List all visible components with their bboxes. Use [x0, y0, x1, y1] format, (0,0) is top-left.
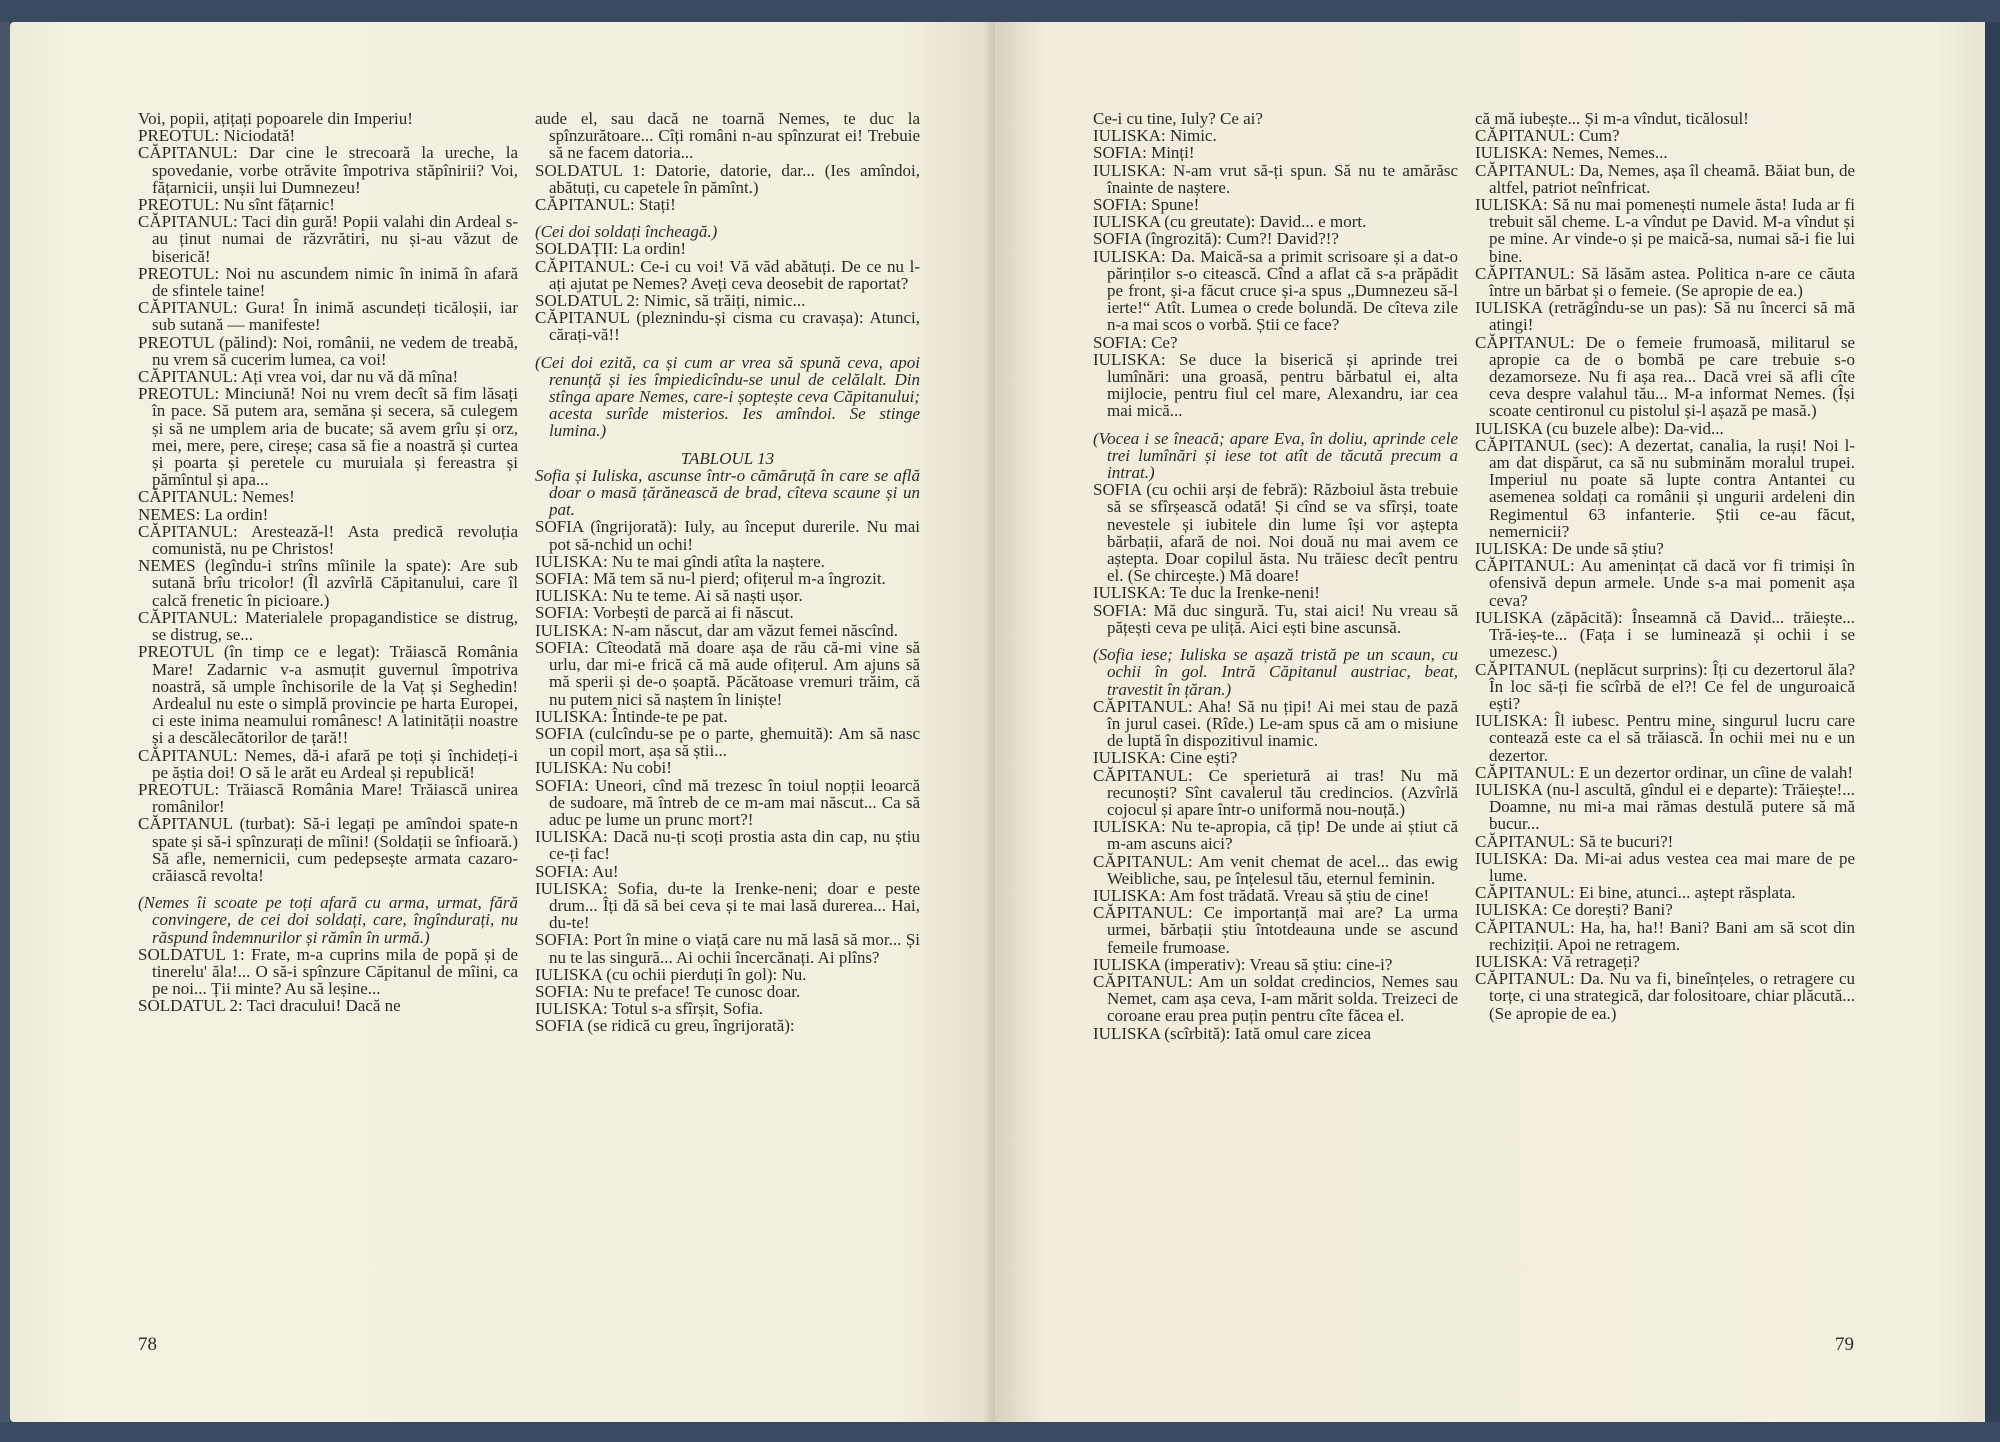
text-paragraph: SOFIA: Vorbești de parcă ai fi născut. [535, 603, 794, 623]
text-paragraph: Ce-i cu tine, Iuly? Ce ai? [1093, 109, 1263, 128]
text-paragraph: IULISKA: Nimic. [1093, 126, 1217, 146]
text-paragraph: CĂPITANUL: Taci din gură! Popii valahi din Ardeal s-au ținut numai de răzvrătiri, nu și-au văzut de biserică! [138, 212, 518, 266]
text-paragraph: CĂPITANUL (neplăcut surprins): Îți cu dezertorul ăla? În loc să-ți fie scîrbă de el?! Ce fel de unguroaică ești? [1475, 659, 1855, 713]
text-paragraph: SOFIA (se ridică cu greu, îngrijorată): [535, 1016, 795, 1036]
text-paragraph: CĂPITANUL: Am un soldat credincios, Nemes sau Nemet, cam așa ceva, I-am mărit solda. Treizeci de coroane erau prea puțin pentru cîte făcea el. [1093, 971, 1458, 1026]
text-paragraph: CĂPITANUL: Arestează-l! Asta predică revoluția comunistă, nu pe Christos! [138, 521, 518, 559]
left-page-column-1 [138, 110, 518, 1015]
text-paragraph: (Cei doi ezită, ca și cum ar vrea să spună ceva, apoi renunță și ies împiedicîndu-se unul de celălalt. Din stînga apare Nemes, care-i șoptește ceva Căpitanului; acesta surîde misterios. Ies amîndoi. Se stinge lumina.) [535, 352, 920, 441]
text-paragraph: SOLDAȚII: La ordin! [535, 239, 687, 259]
text-paragraph: CĂPITANUL: Am venit chemat de acel... das ewig Weibliche, sau, pe înțelesul tău, eternul feminin. [1093, 851, 1458, 888]
text-paragraph: IULISKA: Să nu mai pomenești numele ăsta! Iuda ar fi trebuit săl cheme. L-a vîndut pe David. M-a vîndut și pe mine. Ar vinde-o și pe maică-sa, numai să-i fie lui bine. [1475, 195, 1855, 266]
text-paragraph: (Cei doi soldați încheagă.) [535, 222, 718, 242]
text-paragraph: (Nemes îi scoate pe toți afară cu arma, urmat, fără convingere, de cei doi soldați, care, îngîndurați, nu răspund îndemnurilor și rămîn în urmă.) [138, 893, 518, 947]
book-cover-edge [0, 22, 10, 1442]
text-paragraph: CĂPITANUL: E un dezertor ordinar, un cîine de valah! [1475, 762, 1853, 782]
text-paragraph: SOLDATUL 2: Taci dracului! Dacă ne [138, 996, 401, 1016]
text-paragraph: PREOTUL: Noi nu ascundem nimic în inimă în afară de sfintele taine! [138, 263, 518, 301]
text-paragraph: CĂPITANUL: Cum? [1475, 126, 1620, 146]
text-paragraph: (Vocea i se îneacă; apare Eva, în doliu, aprinde cele trei lumînări și iese tot atît de tăcută precum a intrat.) [1093, 428, 1458, 483]
text-paragraph: IULISKA (cu greutate): David... e mort. [1093, 212, 1367, 232]
text-paragraph: SOFIA: Au! [535, 861, 619, 881]
text-paragraph: CĂPITANUL: Au amenințat că dacă vor fi trimiși în ofensivă depun armele. Unde s-a mai pomenit așa ceva? [1475, 556, 1855, 610]
page-number-left: 78 [138, 1334, 157, 1355]
text-paragraph: IULISKA: Nu cobi! [535, 758, 672, 778]
right-page-column-2 [1475, 110, 1855, 1022]
text-paragraph: CĂPITANUL: Da. Nu va fi, bineînțeles, o retragere cu torțe, ci una strategică, dar folositoare, chiar plăcută... (Se apropie de ea.) [1475, 969, 1855, 1023]
text-paragraph: PREOTUL: Niciodată! [138, 126, 296, 146]
text-paragraph: IULISKA (imperativ): Vreau să știu: cine-i? [1093, 954, 1393, 974]
text-paragraph: că mă iubește... Și m-a vîndut, ticălosul! [1475, 109, 1749, 128]
text-paragraph: IULISKA: Îl iubesc. Pentru mine, singurul lucru care contează este ca el să trăiască. În ochii mei nu e un dezertor. [1475, 711, 1855, 765]
text-paragraph: IULISKA: Nemes, Nemes... [1475, 143, 1668, 163]
text-paragraph: IULISKA: Totul s-a sfîrșit, Sofia. [535, 999, 763, 1019]
text-paragraph: IULISKA: Nu te teme. Ai să naști ușor. [535, 586, 803, 606]
text-paragraph: CĂPITANUL: Ce sperietură ai tras! Nu mă recunoști? Sînt cavalerul tău credincios. (Azvîrlă cojocul și apare într-o uniformă nou-nouță.) [1093, 765, 1458, 819]
text-paragraph: IULISKA (cu buzele albe): Da-vid... [1475, 418, 1724, 438]
text-paragraph: CĂPITANUL: Să lăsăm astea. Politica n-are ce căuta între un bărbat și o femeie. (Se apropie de ea.) [1475, 263, 1855, 301]
text-paragraph: IULISKA: Am fost trădată. Vreau să știu de cine! [1093, 885, 1430, 905]
text-paragraph: IULISKA (retrăgîndu-se un pas): Să nu încerci să mă atingi! [1475, 298, 1855, 335]
text-paragraph: PREOTUL: Trăiască România Mare! Trăiască unirea românilor! [138, 779, 518, 817]
text-paragraph: SOLDATUL 1: Datorie, datorie, dar... (Ies amîndoi, abătuți, cu capetele în pămînt.) [535, 160, 920, 197]
text-paragraph: CĂPITANUL: Nemes, dă-i afară pe toți și închideți-i pe ăștia doi! O să le arăt eu Ardeal și republică! [138, 745, 518, 782]
text-paragraph: IULISKA: Cine ești? [1093, 748, 1238, 768]
text-paragraph: IULISKA: Te duc la Irenke-neni! [1093, 583, 1320, 603]
text-paragraph: SOLDATUL 1: Frate, m-a cuprins mila de popă și de tinerelu' ăla!... O să-i spînzure Căpitanul de mîini, ca pe noi... Ții minte? Au să leșine... [138, 944, 518, 999]
text-paragraph: IULISKA: Întinde-te pe pat. [535, 706, 728, 726]
text-paragraph: Voi, popii, ațițați popoarele din Imperiu! [138, 109, 413, 128]
text-paragraph: IULISKA: Da. Mi-ai adus vestea cea mai mare de pe lume. [1475, 848, 1855, 885]
text-paragraph: PREOTUL (pălind): Noi, românii, ne vedem de treabă, nu vrem să cucerim lumea, ca voi! [138, 332, 518, 369]
text-paragraph: SOFIA: Port în mine o viață care nu mă lasă să mor... Și nu te las singură... Ai ochii încercănați. Ai plîns? [535, 930, 920, 967]
text-paragraph: CĂPITANUL: De o femeie frumoasă, militarul se apropie ca de o bombă pe care trebuie s-o dezamorseze. Nu fi așa rea... Dacă vrei să afli cîte ceva despre valahul tău... M-a informat Nemes. (Își scoate centironul cu pistolul și-l așază pe masă.) [1475, 332, 1855, 421]
text-paragraph: aude el, sau dacă ne toarnă Nemes, te duc la spînzurătoare... Cîți români n-au spînzurat ei! Trebuie să ne facem datoria... [535, 109, 920, 163]
text-paragraph: CĂPITANUL: Să te bucuri?! [1475, 831, 1674, 851]
text-paragraph: CĂPITANUL: Da, Nemes, așa îl cheamă. Băiat bun, de altfel, patriot neînfricat. [1475, 160, 1855, 197]
text-paragraph: PREOTUL: Nu sînt fățarnic! [138, 195, 335, 215]
text-paragraph: SOFIA: Uneori, cînd mă trezesc în toiul nopții leoarcă de sudoare, mă întreb de ce m-am mai născut... Ca să aduc pe lume un prunc mort?! [535, 775, 920, 829]
text-paragraph: CĂPITANUL: Dar cine le strecoară la ureche, la spovedanie, vorbe otrăvite împotriva stăpînirii? Voi, fățarnicii, unșii lui Dumnezeu! [138, 143, 518, 197]
text-paragraph: CĂPITANUL: Ați vrea voi, dar nu vă dă mîna! [138, 367, 459, 387]
text-paragraph: (Sofia iese; Iuliska se așază tristă pe un scaun, cu ochii în gol. Intră Căpitanul austriac, beat, travestit în țăran.) [1093, 645, 1458, 699]
text-paragraph: Sofia și Iuliska, ascunse într-o cămăruță în care se află doar o masă țărănească de brad, cîteva scaune și un pat. [535, 465, 920, 520]
text-paragraph: CĂPITANUL: Materialele propagandistice se distrug, se distrug, se... [138, 607, 518, 645]
text-paragraph: SOLDATUL 2: Nimic, să trăiți, nimic... [535, 291, 806, 311]
text-paragraph: IULISKA: Ce dorești? Bani? [1475, 900, 1673, 920]
text-paragraph: SOFIA: Nu te preface! Te cunosc doar. [535, 981, 801, 1001]
right-page [995, 22, 1985, 1422]
page-number-right: 79 [1835, 1334, 1854, 1355]
text-paragraph: NEMES (legîndu-i strîns mîinile la spate): Are sub sutană brîu tricolor! (Îl azvîrlă Căpitanului, care îl calcă frenetic în picioare.) [138, 556, 518, 610]
text-paragraph: SOFIA (cu ochii arși de febră): Războiul ăsta trebuie să se sfîrșească odată! Și cînd se va sfîrși, toate nevestele și iubitele din lume își vor aștepta bărbații, afară de noi. Noi două nu mai avem ce aștepta. Doar copilul ăsta. Nu trăiesc decît pentru el. (Se chircește.) Mă doare! [1093, 480, 1458, 586]
text-paragraph: IULISKA: Nu te mai gîndi atîta la naștere. [535, 551, 825, 571]
table-background-bottom [0, 1422, 2000, 1442]
text-paragraph: CĂPITANUL: Ei bine, atunci... aștept răsplata. [1475, 883, 1796, 903]
text-paragraph: PREOTUL (în timp ce e legat): Trăiască România Mare! Zadarnic v-a asmuțit guvernul împotriva noastră, să umple închisorile de la Vaț și Seghedin! Ardealul nu este o simplă provincie pe harta Europei, ci este inima neamului românesc! A latinității noastre și a descălecătorilor de țară!! [138, 642, 518, 748]
text-paragraph: IULISKA (cu ochii pierduți în gol): Nu. [535, 964, 807, 984]
text-paragraph: CĂPITANUL: Ce importanță mai are? La urma urmei, bărbații știu întotdeauna unde se ascund femeile frumoase. [1093, 903, 1458, 957]
text-paragraph: SOFIA: Minți! [1093, 143, 1195, 163]
text-paragraph: SOFIA (culcîndu-se pe o parte, ghemuită): Am să nasc un copil mort, așa să știi... [535, 723, 920, 761]
text-paragraph: SOFIA: Mă tem să nu-l pierd; ofițerul m-a îngrozit. [535, 569, 886, 589]
text-paragraph: CĂPITANUL: Aha! Să nu țipi! Ai mei stau de pază în jurul casei. (Rîde.) Le-am spus că am o misiune de luptă în dispozitivul inamic. [1093, 696, 1458, 751]
text-paragraph: IULISKA (scîrbită): Iată omul care zicea [1093, 1023, 1372, 1043]
text-paragraph: CĂPITANUL (pleznindu-și cisma cu cravașa): Atunci, cărați-vă!! [535, 308, 920, 345]
text-paragraph: CĂPITANUL (turbat): Să-i legați pe amîndoi spate-n spate și să-i spînzurați de mîini! (Soldații se înfioară.) Să afle, nemernicii, cum pedepsește armata cazaro-crăiască revolta! [138, 814, 518, 885]
text-paragraph: IULISKA: Da. Maică-sa a primit scrisoare și a dat-o părinților s-o citească. Cînd a aflat că s-a prăpădit pe front, și-a făcut cruce și-a spus „Dumnezeu să-l ierte!“ Atît. Lumea o crede bolundă. De cîteva zile n-a mai scos o vorbă. Știi ce face? [1093, 246, 1458, 335]
text-paragraph: CĂPITANUL: Nemes! [138, 487, 295, 507]
text-paragraph: IULISKA: Nu te-apropia, că țip! De unde ai știut că m-am ascuns aici? [1093, 817, 1458, 854]
text-paragraph: IULISKA: N-am născut, dar am văzut femei născînd. [535, 620, 899, 640]
text-paragraph: CĂPITANUL: Ce-i cu voi! Vă văd abătuți. De ce nu l-ați ajutat pe Nemes? Aveți ceva deosebit de raportat? [535, 256, 920, 293]
text-paragraph: SOFIA (îngrozită): Cum?! David?!? [1093, 229, 1339, 249]
right-page-column-1 [1093, 110, 1458, 1042]
text-paragraph: CĂPITANUL: Ha, ha, ha!! Bani? Bani am să scot din rechiziții. Apoi ne retragem. [1475, 917, 1855, 954]
text-paragraph: SOFIA: Mă duc singură. Tu, stai aici! Nu vreau să pățești ceva pe uliță. Aici ești bine ascunsă. [1093, 600, 1458, 637]
text-paragraph: SOFIA: Ce? [1093, 332, 1178, 352]
text-paragraph: SOFIA (îngrijorată): Iuly, au început durerile. Nu mai pot să-nchid un ochi! [535, 517, 920, 554]
text-paragraph: CĂPITANUL: Gura! În inimă ascundeți ticăloșii, iar sub sutană — manifeste! [138, 298, 518, 335]
text-paragraph: IULISKA: Vă retrageți? [1475, 951, 1640, 971]
text-paragraph: IULISKA (nu-l ascultă, gîndul ei e departe): Trăiește!... Doamne, nu mi-a mai rămas destulă putere să mă bucur... [1475, 779, 1855, 834]
text-paragraph: NEMES: La ordin! [138, 504, 269, 524]
text-paragraph: PREOTUL: Minciună! Noi nu vrem decît să fim lăsați în pace. Să putem ara, semăna și secera, să culegem și să ne umplem aria de bucate; să avem grîu și orz, mei, mere, pere, cireșe; casa să fie a noastră și curtea și poarta și peretele cu muruiala și fereastra și pămîntul și apa... [138, 384, 518, 490]
text-paragraph: IULISKA: Sofia, du-te la Irenke-neni; doar e peste drum... Îți dă să bei ceva și te mai lasă durerea... Hai, du-te! [535, 878, 920, 933]
text-paragraph: SOFIA: Cîteodată mă doare așa de rău că-mi vine să urlu, dar mi-e frică că mă aude ofițerul. Am ajuns să mă sperii și de-o șoaptă. Păcătoase vremuri trăim, că nu putem nici să naștem în liniște! [535, 637, 920, 709]
text-paragraph: IULISKA (zăpăcită): Înseamnă că David... trăiește... Tră-ieș-te... (Fața i se luminează și ochii i se umezesc.) [1475, 607, 1855, 662]
left-page-column-2 [535, 110, 920, 1035]
text-paragraph: IULISKA: Dacă nu-ți scoți prostia asta din cap, nu știu ce-ți fac! [535, 827, 920, 864]
text-paragraph: IULISKA: Se duce la biserică și aprinde trei lumînări: una groasă, pentru bărbatul ei, alta mijlocie, pentru fiul cel mare, Alexandru, iar cea mai mică... [1093, 349, 1458, 421]
text-paragraph: IULISKA: De unde să știu? [1475, 539, 1664, 559]
table-background-top [0, 0, 2000, 22]
text-paragraph: TABLOUL 13 [680, 448, 775, 468]
text-paragraph: IULISKA: N-am vrut să-ți spun. Să nu te amărăsc înainte de naștere. [1093, 160, 1458, 197]
text-paragraph: SOFIA: Spune! [1093, 195, 1200, 215]
left-page [10, 22, 995, 1422]
text-paragraph: CĂPITANUL: Stați! [535, 195, 676, 215]
text-paragraph: CĂPITANUL (sec): A dezertat, canalia, la ruși! Noi l-am dat dispărut, ca să nu subminăm moralul trupei. Imperiul nu poate să lupte contra Antantei cu asemenea soldați ca românii și ungurii ardeleni din Regimentul 63 infanterie. Știi ce-au făcut, nemernicii? [1475, 435, 1855, 541]
